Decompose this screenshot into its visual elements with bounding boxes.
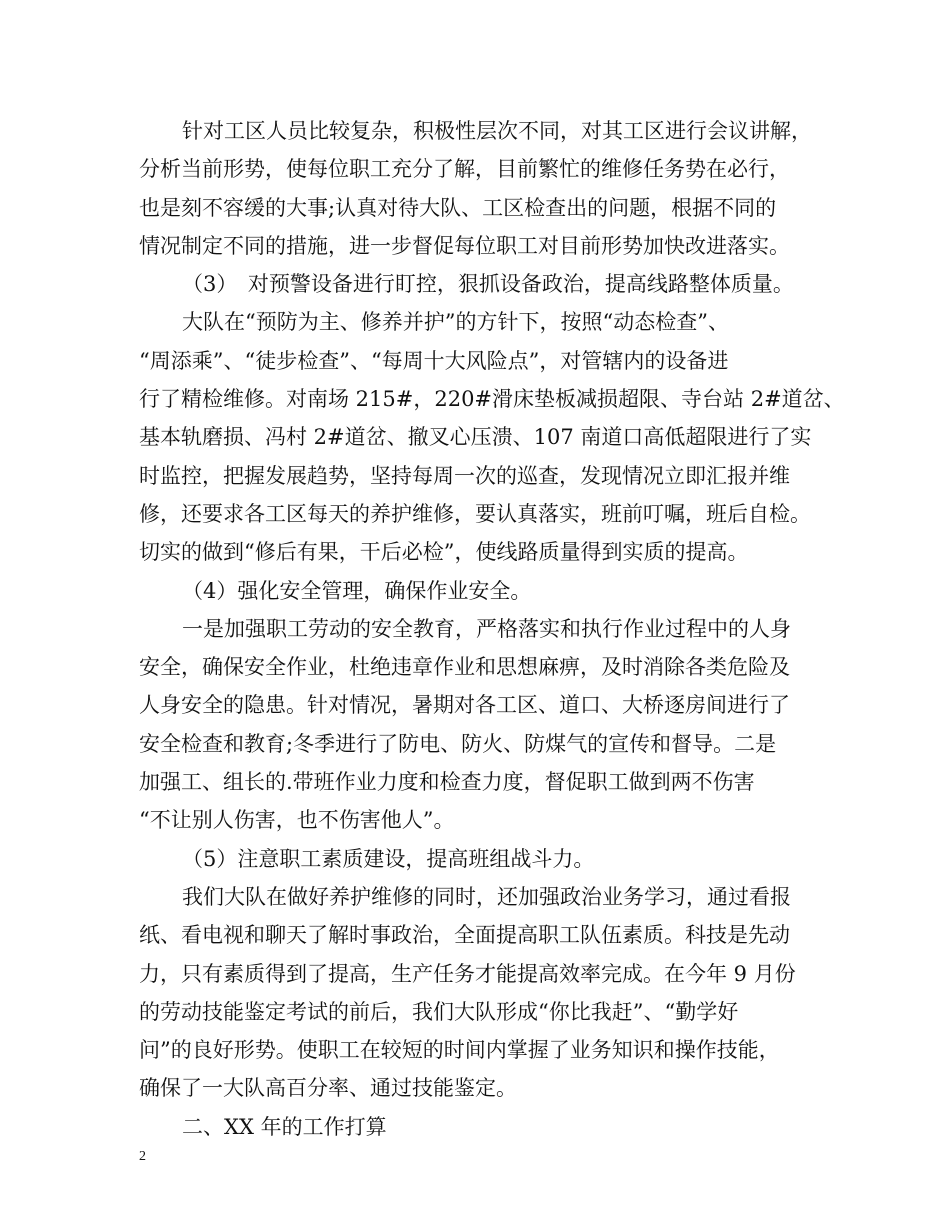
text-line: （4）强化安全管理，确保作业安全。 [182, 578, 532, 603]
text-line: （3） 对预警设备进行盯控，狠抓设备政治，提高线路整体质量。 [182, 272, 794, 297]
text-line: 我们大队在做好养护维修的同时，还加强政治业务学习，通过看报 [182, 884, 791, 909]
text-line: 针对工区人员比较复杂，积极性层次不同，对其工区进行会议讲解， [182, 119, 812, 143]
text-line: 加强工、组长的.带班作业力度和检查力度，督促职工做到两不伤害 [139, 770, 755, 795]
text-line: 安全，确保安全作业，杜绝违章作业和思想麻痹，及时消除各类危险及 [139, 655, 790, 680]
text-line: 修，还要求各工区每天的养护维修，要认真落实，班前叮嘱，班后自检。 [139, 501, 811, 526]
text-line: “周添乘”、“徒步检查”、“每周十大风险点”，对管辖内的设备进 [139, 348, 729, 373]
text-line: 力，只有素质得到了提高，生产任务才能提高效率完成。在今年 9 月份 [139, 961, 796, 986]
text-line: 分析当前形势，使每位职工充分了解，目前繁忙的维修任务势在必行， [139, 157, 790, 182]
text-line: 时监控，把握发展趋势，坚持每周一次的巡查，发现情况立即汇报并维 [139, 463, 790, 488]
page-number: 2 [139, 1149, 146, 1164]
text-line: 行了精检维修。对南场 215#，220#滑床垫板减损超限、寺台站 2#道岔、 [139, 387, 845, 412]
text-line: 安全检查和教育;冬季进行了防电、防火、防煤气的宣传和督导。二是 [139, 731, 777, 756]
text-line: 基本轨磨损、冯村 2#道岔、撤叉心压溃、107 南道口高低超限进行了实 [139, 425, 812, 450]
text-line: “不让别人伤害，也不伤害他人”。 [139, 808, 455, 833]
text-line: 大队在“预防为主、修养并护”的方针下，按照“动态检查”、 [182, 310, 729, 335]
text-line: 切实的做到“修后有果，干后必检”，使线路质量得到实质的提高。 [139, 540, 749, 565]
text-line: 人身安全的隐患。针对情况，暑期对各工区、道口、大桥逐房间进行了 [139, 693, 790, 718]
document-body [139, 112, 845, 1146]
text-line: （5）注意职工素质建设，提高班组战斗力。 [182, 846, 595, 871]
text-line: 纸、看电视和聊天了解时事政治，全面提高职工队伍素质。科技是先动 [139, 923, 790, 948]
text-line: 问”的良好形势。使职工在较短的时间内掌握了业务知识和操作技能， [139, 1038, 780, 1063]
body-text [139, 112, 845, 1146]
text-line: 情况制定不同的措施，进一步督促每位职工对目前形势加快改进落实。 [139, 233, 790, 258]
text-line: 一是加强职工劳动的安全教育，严格落实和执行作业过程中的人身 [182, 616, 791, 641]
text-line: 的劳动技能鉴定考试的前后，我们大队形成“你比我赶”、“勤学好 [139, 999, 739, 1024]
text-line: 确保了一大队高百分率、通过技能鉴定。 [139, 1076, 517, 1101]
text-line: 二、XX 年的工作打算 [182, 1114, 387, 1139]
text-line: 也是刻不容缓的大事;认真对待大队、工区检查出的问题，根据不同的 [139, 195, 777, 220]
